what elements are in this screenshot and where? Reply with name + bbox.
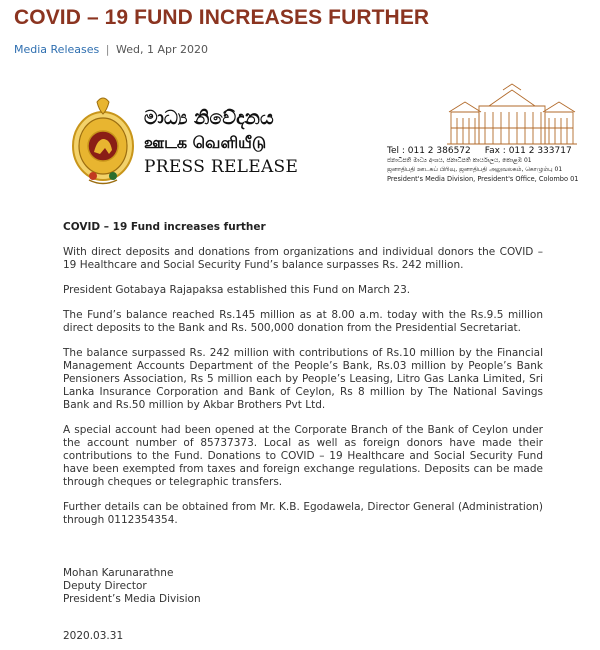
release-paragraph: The balance surpassed Rs. 242 million with contributions of Rs.10 million by the Financial Management Accounts Department of the People’s Bank, Rs.03 million by People’s Bank Pensioners Association, Rs 5 million each by People’s Leasing, Litro Gas Lanka Limited, Sri Lanka Insurance Corporation and Bank of Ceylon, Rs 8 million by The National Savings Bank and Rs.50 million by Akbar Brothers Pvt Ltd. <box>63 347 543 411</box>
address-english: President's Media Division, President's Office, Colombo 01 <box>387 175 579 183</box>
category-link[interactable]: Media Releases <box>14 43 100 56</box>
release-heading: COVID – 19 Fund increases further <box>63 221 266 233</box>
signature-org: President’s Media Division <box>63 593 201 605</box>
presidential-building-icon <box>443 82 581 148</box>
signature-title: Deputy Director <box>63 580 147 592</box>
sri-lanka-emblem-icon <box>67 92 139 186</box>
fax-number: Fax : 011 2 333717 <box>484 146 572 156</box>
release-paragraph: President Gotabaya Rajapaksa established this Fund on March 23. <box>63 284 411 296</box>
release-date: 2020.03.31 <box>63 630 124 642</box>
release-body <box>63 221 543 539</box>
page-title: COVID – 19 FUND INCREASES FURTHER <box>14 6 430 29</box>
tamil-title: ஊடக வெளியீடு <box>144 133 267 152</box>
contact-block <box>387 146 579 184</box>
press-release-title: PRESS RELEASE <box>144 157 299 177</box>
post-meta <box>14 43 208 56</box>
address-tamil: ஜனாதிபதி ஊடகப் பிரிவு, ஜனாதிபதி அலுவலகம், கொழும்பு 01 <box>387 166 563 173</box>
meta-separator: | <box>105 43 110 56</box>
signature-block <box>63 567 201 606</box>
address-sinhala: ජනාධිපති මාධ්‍ය අංශය, ජනාධිපති කාර්යාලය, කොළඹ 01 <box>387 157 532 164</box>
release-paragraph: The Fund’s balance reached Rs.145 million as at 8.00 a.m. today with the Rs.9.5 million direct deposits to the Bank and Rs. 500,000 donation from the Presidential Secretariat. <box>63 309 543 334</box>
release-paragraph: With direct deposits and donations from organizations and individual donors the COVID – 19 Healthcare and Social Security Fund’s balance surpasses Rs. 242 million. <box>63 246 543 271</box>
release-paragraph: A special account had been opened at the Corporate Branch of the Bank of Ceylon under the account number of 85737373. Local as well as foreign donors have made their contributions to the Fund. Donations to COVID – 19 Healthcare and Social Security Fund have been exempted from taxes and foreign exchange regulations. Deposits can be made through cheques or telegraphic transfers. <box>63 424 543 488</box>
release-paragraph: Further details can be obtained from Mr. K.B. Egodawela, Director General (Administration) through 0112354354. <box>63 501 543 526</box>
tel-number: Tel : 011 2 386572 <box>387 146 471 156</box>
signature-name: Mohan Karunarathne <box>63 567 174 579</box>
post-date: Wed, 1 Apr 2020 <box>115 43 208 56</box>
sinhala-title: මාධ්‍ය නිවේදනය <box>144 107 274 129</box>
